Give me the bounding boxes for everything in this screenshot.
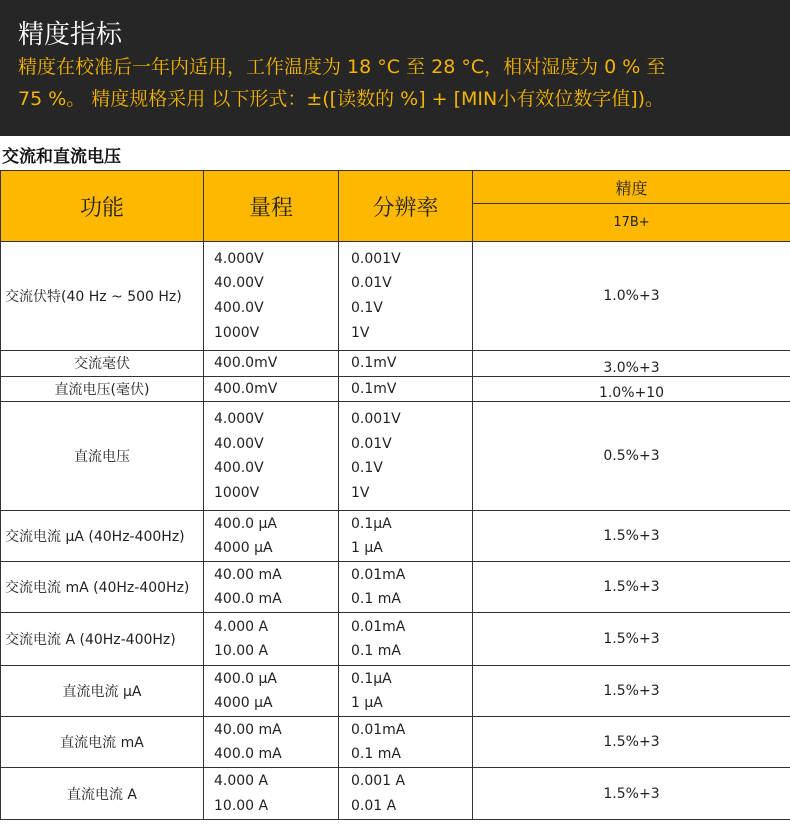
range-value: 40.00V (214, 435, 264, 452)
cell-function: 直流电流 A (1, 768, 204, 820)
cell-ranges (204, 402, 339, 511)
cell-ranges (204, 511, 339, 562)
cell-accuracy: 0.5%+3 (473, 402, 790, 511)
range-value: 4000 μA (214, 540, 273, 557)
resolution-value: 1 μA (351, 695, 383, 712)
range-value: 400.0 mA (214, 746, 282, 763)
accuracy-note-line-2: 75 %。 精度规格采用 以下形式：±([读数的 %] + [MIN小有效位数字值])。 (18, 88, 665, 110)
cell-resolutions (339, 666, 473, 717)
cell-resolutions (339, 242, 473, 351)
range-value: 400.0mV (214, 380, 278, 397)
table-row (1, 402, 790, 511)
spec-table (0, 170, 790, 820)
resolution-value: 0.1mV (351, 355, 397, 371)
cell-accuracy: 1.5%+3 (473, 768, 790, 820)
table-row (1, 351, 790, 377)
resolution-value: 0.01V (351, 275, 392, 292)
header-model: 17B+ (473, 204, 790, 242)
resolution-value: 0.01mA (351, 721, 406, 738)
cell-function: 交流伏特(40 Hz ~ 500 Hz) (1, 242, 204, 351)
range-value: 400.0V (214, 460, 264, 477)
header-banner (0, 0, 790, 136)
range-value: 10.00 A (214, 797, 269, 814)
range-value: 400.0 μA (214, 515, 278, 532)
range-value: 4000 μA (214, 695, 273, 712)
cell-resolutions (339, 402, 473, 511)
cell-ranges (204, 768, 339, 820)
resolution-value: 1 μA (351, 540, 383, 557)
cell-function: 交流电流 μA (40Hz-400Hz) (1, 511, 204, 562)
cell-accuracy: 3.0%+3 (473, 351, 790, 377)
header-accuracy: 精度 (473, 171, 790, 204)
cell-ranges (204, 562, 339, 613)
cell-function: 直流电流 mA (1, 717, 204, 768)
spec-table-body (1, 242, 790, 820)
resolution-value: 0.01V (351, 435, 392, 452)
resolution-value: 0.1 mA (351, 591, 401, 608)
accuracy-note-line-1: 精度在校准后一年内适用，工作温度为 18 °C 至 28 °C，相对湿度为 0 % 至 (18, 56, 666, 78)
resolution-value: 1V (351, 324, 370, 341)
cell-accuracy: 1.5%+3 (473, 562, 790, 613)
cell-ranges (204, 376, 339, 402)
cell-ranges (204, 613, 339, 666)
table-row (1, 666, 790, 717)
cell-resolutions (339, 717, 473, 768)
resolution-value: 0.1mV (351, 380, 397, 397)
cell-function: 直流电压 (1, 402, 204, 511)
header-range: 量程 (204, 171, 339, 242)
cell-accuracy: 1.5%+3 (473, 613, 790, 666)
cell-ranges (204, 717, 339, 768)
cell-accuracy: 1.5%+3 (473, 717, 790, 768)
resolution-value: 0.1μA (351, 515, 392, 532)
section-title: 交流和直流电压 (2, 147, 121, 167)
cell-accuracy: 1.0%+10 (473, 376, 790, 402)
cell-function: 直流电压(毫伏) (1, 376, 204, 402)
cell-ranges (204, 666, 339, 717)
header-resolution: 分辨率 (339, 171, 473, 242)
resolution-value: 0.01mA (351, 566, 406, 583)
cell-ranges (204, 351, 339, 377)
cell-function: 直流电流 μA (1, 666, 204, 717)
cell-resolutions (339, 351, 473, 377)
cell-resolutions (339, 376, 473, 402)
range-value: 10.00 A (214, 643, 269, 660)
table-row (1, 717, 790, 768)
cell-function: 交流电流 mA (40Hz-400Hz) (1, 562, 204, 613)
resolution-value: 0.1V (351, 300, 383, 316)
cell-resolutions (339, 562, 473, 613)
spec-table-header (1, 171, 790, 242)
range-value: 400.0V (214, 300, 264, 316)
table-row (1, 768, 790, 820)
table-row (1, 376, 790, 402)
range-value: 1000V (214, 324, 260, 341)
table-row (1, 242, 790, 351)
resolution-value: 0.1 mA (351, 746, 401, 763)
cell-accuracy: 1.0%+3 (473, 242, 790, 351)
table-row (1, 562, 790, 613)
resolution-value: 0.001V (351, 411, 401, 427)
cell-ranges (204, 242, 339, 351)
range-value: 400.0mV (214, 355, 278, 371)
cell-function: 交流电流 A (40Hz-400Hz) (1, 613, 204, 666)
page-title: 精度指标 (18, 20, 123, 50)
cell-resolutions (339, 511, 473, 562)
range-value: 40.00V (214, 275, 264, 292)
cell-resolutions (339, 768, 473, 820)
resolution-value: 0.01mA (351, 618, 406, 635)
resolution-value: 0.001 A (351, 773, 406, 790)
range-value: 4.000V (214, 250, 264, 267)
cell-function: 交流毫伏 (1, 351, 204, 377)
resolution-value: 0.1μA (351, 670, 392, 687)
range-value: 400.0 μA (214, 670, 278, 687)
range-value: 4.000 A (214, 618, 269, 635)
cell-accuracy: 1.5%+3 (473, 666, 790, 717)
header-function: 功能 (1, 171, 204, 242)
range-value: 1000V (214, 484, 260, 501)
resolution-value: 0.1V (351, 460, 383, 477)
resolution-value: 0.01 A (351, 797, 397, 814)
resolution-value: 0.001V (351, 250, 401, 267)
resolution-value: 1V (351, 484, 370, 501)
range-value: 4.000V (214, 411, 264, 427)
range-value: 40.00 mA (214, 721, 282, 738)
table-row (1, 511, 790, 562)
range-value: 400.0 mA (214, 591, 282, 608)
table-row (1, 613, 790, 666)
resolution-value: 0.1 mA (351, 643, 401, 660)
cell-resolutions (339, 613, 473, 666)
cell-accuracy: 1.5%+3 (473, 511, 790, 562)
range-value: 40.00 mA (214, 566, 282, 583)
range-value: 4.000 A (214, 773, 269, 790)
